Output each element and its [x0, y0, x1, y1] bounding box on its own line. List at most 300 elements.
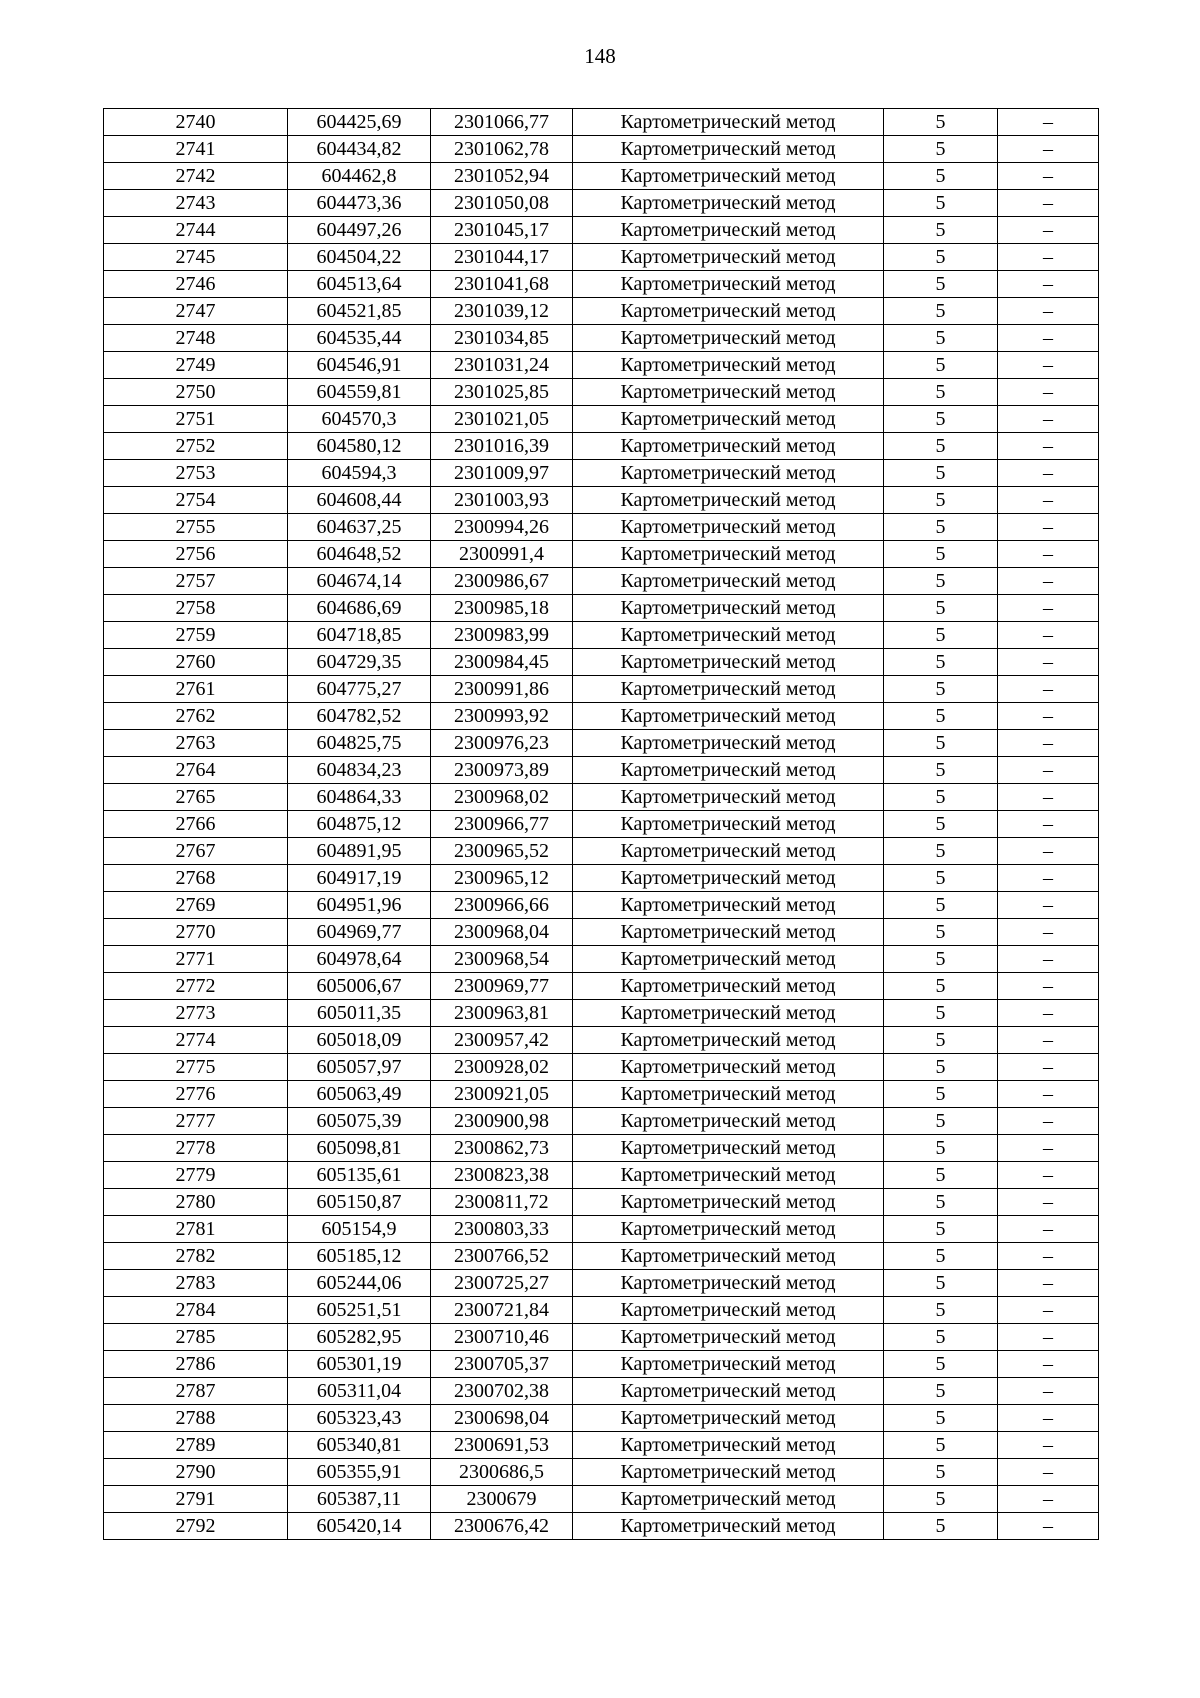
table-row [104, 217, 1099, 244]
accuracy-cell: 5 [884, 217, 998, 244]
note-cell: – [998, 1243, 1099, 1270]
point-number-cell: 2789 [104, 1432, 288, 1459]
note-cell: – [998, 1270, 1099, 1297]
table-row [104, 703, 1099, 730]
y-coordinate-cell: 2300966,66 [431, 892, 573, 919]
point-number-cell: 2773 [104, 1000, 288, 1027]
x-coordinate-cell: 604775,27 [288, 676, 431, 703]
accuracy-cell: 5 [884, 487, 998, 514]
note-cell: – [998, 1513, 1099, 1540]
page-number: 148 [584, 44, 616, 68]
y-coordinate-cell: 2301045,17 [431, 217, 573, 244]
note-cell: – [998, 730, 1099, 757]
accuracy-cell: 5 [884, 703, 998, 730]
note-cell: – [998, 163, 1099, 190]
y-coordinate-cell: 2300679 [431, 1486, 573, 1513]
note-cell: – [998, 1378, 1099, 1405]
y-coordinate-cell: 2301025,85 [431, 379, 573, 406]
method-cell: Картометрический метод [573, 1324, 884, 1351]
x-coordinate-cell: 605244,06 [288, 1270, 431, 1297]
table-row [104, 541, 1099, 568]
y-coordinate-cell: 2301031,24 [431, 352, 573, 379]
x-coordinate-cell: 604718,85 [288, 622, 431, 649]
note-cell: – [998, 1351, 1099, 1378]
x-coordinate-cell: 604825,75 [288, 730, 431, 757]
table-row [104, 1054, 1099, 1081]
method-cell: Картометрический метод [573, 1297, 884, 1324]
y-coordinate-cell: 2301003,93 [431, 487, 573, 514]
note-cell: – [998, 568, 1099, 595]
x-coordinate-cell: 604608,44 [288, 487, 431, 514]
note-cell: – [998, 271, 1099, 298]
x-coordinate-cell: 605340,81 [288, 1432, 431, 1459]
table-row [104, 1000, 1099, 1027]
table-row [104, 1270, 1099, 1297]
x-coordinate-cell: 604864,33 [288, 784, 431, 811]
y-coordinate-cell: 2300976,23 [431, 730, 573, 757]
y-coordinate-cell: 2300985,18 [431, 595, 573, 622]
note-cell: – [998, 1189, 1099, 1216]
x-coordinate-cell: 605098,81 [288, 1135, 431, 1162]
accuracy-cell: 5 [884, 784, 998, 811]
point-number-cell: 2760 [104, 649, 288, 676]
table-row [104, 325, 1099, 352]
table-row [104, 163, 1099, 190]
accuracy-cell: 5 [884, 1189, 998, 1216]
y-coordinate-cell: 2301041,68 [431, 271, 573, 298]
y-coordinate-cell: 2300957,42 [431, 1027, 573, 1054]
method-cell: Картометрический метод [573, 487, 884, 514]
point-number-cell: 2762 [104, 703, 288, 730]
accuracy-cell: 5 [884, 838, 998, 865]
y-coordinate-cell: 2300803,33 [431, 1216, 573, 1243]
table-row [104, 1243, 1099, 1270]
method-cell: Картометрический метод [573, 460, 884, 487]
method-cell: Картометрический метод [573, 163, 884, 190]
y-coordinate-cell: 2300725,27 [431, 1270, 573, 1297]
accuracy-cell: 5 [884, 1054, 998, 1081]
y-coordinate-cell: 2300676,42 [431, 1513, 573, 1540]
accuracy-cell: 5 [884, 460, 998, 487]
accuracy-cell: 5 [884, 757, 998, 784]
note-cell: – [998, 244, 1099, 271]
y-coordinate-cell: 2300991,4 [431, 541, 573, 568]
point-number-cell: 2748 [104, 325, 288, 352]
x-coordinate-cell: 604782,52 [288, 703, 431, 730]
method-cell: Картометрический метод [573, 595, 884, 622]
x-coordinate-cell: 605420,14 [288, 1513, 431, 1540]
table-row [104, 730, 1099, 757]
point-number-cell: 2781 [104, 1216, 288, 1243]
x-coordinate-cell: 604504,22 [288, 244, 431, 271]
x-coordinate-cell: 605251,51 [288, 1297, 431, 1324]
x-coordinate-cell: 604834,23 [288, 757, 431, 784]
point-number-cell: 2753 [104, 460, 288, 487]
table-row [104, 838, 1099, 865]
y-coordinate-cell: 2300993,92 [431, 703, 573, 730]
method-cell: Картометрический метод [573, 298, 884, 325]
x-coordinate-cell: 605018,09 [288, 1027, 431, 1054]
point-number-cell: 2741 [104, 136, 288, 163]
note-cell: – [998, 1054, 1099, 1081]
point-number-cell: 2778 [104, 1135, 288, 1162]
table-row [104, 406, 1099, 433]
y-coordinate-cell: 2300968,54 [431, 946, 573, 973]
x-coordinate-cell: 605006,67 [288, 973, 431, 1000]
x-coordinate-cell: 604546,91 [288, 352, 431, 379]
y-coordinate-cell: 2300969,77 [431, 973, 573, 1000]
note-cell: – [998, 514, 1099, 541]
point-number-cell: 2750 [104, 379, 288, 406]
x-coordinate-cell: 605063,49 [288, 1081, 431, 1108]
table-row [104, 676, 1099, 703]
coordinates-table [103, 108, 1099, 1540]
method-cell: Картометрический метод [573, 973, 884, 1000]
table-row [104, 1297, 1099, 1324]
note-cell: – [998, 757, 1099, 784]
note-cell: – [998, 973, 1099, 1000]
point-number-cell: 2784 [104, 1297, 288, 1324]
accuracy-cell: 5 [884, 649, 998, 676]
note-cell: – [998, 1324, 1099, 1351]
note-cell: – [998, 1216, 1099, 1243]
x-coordinate-cell: 604473,36 [288, 190, 431, 217]
x-coordinate-cell: 604969,77 [288, 919, 431, 946]
method-cell: Картометрический метод [573, 1108, 884, 1135]
x-coordinate-cell: 605135,61 [288, 1162, 431, 1189]
x-coordinate-cell: 604513,64 [288, 271, 431, 298]
x-coordinate-cell: 604594,3 [288, 460, 431, 487]
x-coordinate-cell: 604648,52 [288, 541, 431, 568]
table-row [104, 1216, 1099, 1243]
y-coordinate-cell: 2300862,73 [431, 1135, 573, 1162]
accuracy-cell: 5 [884, 190, 998, 217]
point-number-cell: 2776 [104, 1081, 288, 1108]
x-coordinate-cell: 604686,69 [288, 595, 431, 622]
x-coordinate-cell: 604637,25 [288, 514, 431, 541]
method-cell: Картометрический метод [573, 1513, 884, 1540]
table-row [104, 1135, 1099, 1162]
point-number-cell: 2747 [104, 298, 288, 325]
y-coordinate-cell: 2301021,05 [431, 406, 573, 433]
point-number-cell: 2740 [104, 109, 288, 136]
method-cell: Картометрический метод [573, 892, 884, 919]
method-cell: Картометрический метод [573, 919, 884, 946]
point-number-cell: 2765 [104, 784, 288, 811]
method-cell: Картометрический метод [573, 244, 884, 271]
accuracy-cell: 5 [884, 163, 998, 190]
method-cell: Картометрический метод [573, 784, 884, 811]
accuracy-cell: 5 [884, 352, 998, 379]
note-cell: – [998, 1405, 1099, 1432]
note-cell: – [998, 1459, 1099, 1486]
table-row [104, 757, 1099, 784]
accuracy-cell: 5 [884, 1243, 998, 1270]
table-row [104, 298, 1099, 325]
note-cell: – [998, 649, 1099, 676]
y-coordinate-cell: 2300984,45 [431, 649, 573, 676]
table-row [104, 568, 1099, 595]
accuracy-cell: 5 [884, 946, 998, 973]
method-cell: Картометрический метод [573, 622, 884, 649]
point-number-cell: 2744 [104, 217, 288, 244]
y-coordinate-cell: 2301016,39 [431, 433, 573, 460]
y-coordinate-cell: 2300702,38 [431, 1378, 573, 1405]
x-coordinate-cell: 605150,87 [288, 1189, 431, 1216]
point-number-cell: 2763 [104, 730, 288, 757]
accuracy-cell: 5 [884, 730, 998, 757]
method-cell: Картометрический метод [573, 1189, 884, 1216]
method-cell: Картометрический метод [573, 703, 884, 730]
x-coordinate-cell: 604462,8 [288, 163, 431, 190]
table-row [104, 1513, 1099, 1540]
x-coordinate-cell: 604521,85 [288, 298, 431, 325]
table-row [104, 352, 1099, 379]
table-row [104, 136, 1099, 163]
method-cell: Картометрический метод [573, 136, 884, 163]
table-row [104, 1189, 1099, 1216]
point-number-cell: 2754 [104, 487, 288, 514]
y-coordinate-cell: 2300983,99 [431, 622, 573, 649]
table-row [104, 1162, 1099, 1189]
method-cell: Картометрический метод [573, 325, 884, 352]
note-cell: – [998, 946, 1099, 973]
accuracy-cell: 5 [884, 1297, 998, 1324]
x-coordinate-cell: 605011,35 [288, 1000, 431, 1027]
y-coordinate-cell: 2301034,85 [431, 325, 573, 352]
y-coordinate-cell: 2300766,52 [431, 1243, 573, 1270]
table-row [104, 649, 1099, 676]
table-row [104, 865, 1099, 892]
note-cell: – [998, 541, 1099, 568]
accuracy-cell: 5 [884, 325, 998, 352]
point-number-cell: 2780 [104, 1189, 288, 1216]
accuracy-cell: 5 [884, 1324, 998, 1351]
point-number-cell: 2751 [104, 406, 288, 433]
table-row [104, 1027, 1099, 1054]
y-coordinate-cell: 2300968,04 [431, 919, 573, 946]
method-cell: Картометрический метод [573, 946, 884, 973]
y-coordinate-cell: 2300823,38 [431, 1162, 573, 1189]
table-row [104, 190, 1099, 217]
note-cell: – [998, 406, 1099, 433]
note-cell: – [998, 784, 1099, 811]
x-coordinate-cell: 605185,12 [288, 1243, 431, 1270]
table-row [104, 919, 1099, 946]
accuracy-cell: 5 [884, 919, 998, 946]
method-cell: Картометрический метод [573, 1027, 884, 1054]
y-coordinate-cell: 2300973,89 [431, 757, 573, 784]
x-coordinate-cell: 604559,81 [288, 379, 431, 406]
point-number-cell: 2772 [104, 973, 288, 1000]
y-coordinate-cell: 2300691,53 [431, 1432, 573, 1459]
accuracy-cell: 5 [884, 1486, 998, 1513]
method-cell: Картометрический метод [573, 1351, 884, 1378]
table-row [104, 514, 1099, 541]
y-coordinate-cell: 2301039,12 [431, 298, 573, 325]
y-coordinate-cell: 2301044,17 [431, 244, 573, 271]
note-cell: – [998, 622, 1099, 649]
method-cell: Картометрический метод [573, 865, 884, 892]
note-cell: – [998, 460, 1099, 487]
note-cell: – [998, 1432, 1099, 1459]
point-number-cell: 2752 [104, 433, 288, 460]
point-number-cell: 2792 [104, 1513, 288, 1540]
accuracy-cell: 5 [884, 1459, 998, 1486]
method-cell: Картометрический метод [573, 379, 884, 406]
note-cell: – [998, 676, 1099, 703]
method-cell: Картометрический метод [573, 1162, 884, 1189]
table-row [104, 433, 1099, 460]
accuracy-cell: 5 [884, 1378, 998, 1405]
y-coordinate-cell: 2300928,02 [431, 1054, 573, 1081]
x-coordinate-cell: 604917,19 [288, 865, 431, 892]
x-coordinate-cell: 604729,35 [288, 649, 431, 676]
y-coordinate-cell: 2300900,98 [431, 1108, 573, 1135]
x-coordinate-cell: 604875,12 [288, 811, 431, 838]
x-coordinate-cell: 604425,69 [288, 109, 431, 136]
accuracy-cell: 5 [884, 1135, 998, 1162]
table-row [104, 811, 1099, 838]
accuracy-cell: 5 [884, 595, 998, 622]
x-coordinate-cell: 605387,11 [288, 1486, 431, 1513]
method-cell: Картометрический метод [573, 217, 884, 244]
accuracy-cell: 5 [884, 433, 998, 460]
y-coordinate-cell: 2300811,72 [431, 1189, 573, 1216]
x-coordinate-cell: 604891,95 [288, 838, 431, 865]
x-coordinate-cell: 604951,96 [288, 892, 431, 919]
x-coordinate-cell: 605075,39 [288, 1108, 431, 1135]
accuracy-cell: 5 [884, 811, 998, 838]
point-number-cell: 2755 [104, 514, 288, 541]
method-cell: Картометрический метод [573, 1459, 884, 1486]
point-number-cell: 2770 [104, 919, 288, 946]
method-cell: Картометрический метод [573, 406, 884, 433]
note-cell: – [998, 703, 1099, 730]
x-coordinate-cell: 605301,19 [288, 1351, 431, 1378]
accuracy-cell: 5 [884, 865, 998, 892]
accuracy-cell: 5 [884, 568, 998, 595]
accuracy-cell: 5 [884, 244, 998, 271]
table-row [104, 1108, 1099, 1135]
x-coordinate-cell: 604978,64 [288, 946, 431, 973]
note-cell: – [998, 136, 1099, 163]
method-cell: Картометрический метод [573, 568, 884, 595]
point-number-cell: 2787 [104, 1378, 288, 1405]
y-coordinate-cell: 2300986,67 [431, 568, 573, 595]
point-number-cell: 2756 [104, 541, 288, 568]
table-row [104, 973, 1099, 1000]
accuracy-cell: 5 [884, 1081, 998, 1108]
method-cell: Картометрический метод [573, 352, 884, 379]
method-cell: Картометрический метод [573, 541, 884, 568]
table-row [104, 784, 1099, 811]
method-cell: Картометрический метод [573, 1135, 884, 1162]
method-cell: Картометрический метод [573, 190, 884, 217]
note-cell: – [998, 892, 1099, 919]
accuracy-cell: 5 [884, 1108, 998, 1135]
y-coordinate-cell: 2300991,86 [431, 676, 573, 703]
table-row [104, 379, 1099, 406]
method-cell: Картометрический метод [573, 676, 884, 703]
method-cell: Картометрический метод [573, 1243, 884, 1270]
point-number-cell: 2767 [104, 838, 288, 865]
method-cell: Картометрический метод [573, 1081, 884, 1108]
accuracy-cell: 5 [884, 298, 998, 325]
accuracy-cell: 5 [884, 1216, 998, 1243]
y-coordinate-cell: 2300686,5 [431, 1459, 573, 1486]
note-cell: – [998, 1135, 1099, 1162]
point-number-cell: 2746 [104, 271, 288, 298]
x-coordinate-cell: 605282,95 [288, 1324, 431, 1351]
table-row [104, 1459, 1099, 1486]
x-coordinate-cell: 604674,14 [288, 568, 431, 595]
y-coordinate-cell: 2300965,12 [431, 865, 573, 892]
method-cell: Картометрический метод [573, 1405, 884, 1432]
note-cell: – [998, 1297, 1099, 1324]
x-coordinate-cell: 604580,12 [288, 433, 431, 460]
method-cell: Картометрический метод [573, 1270, 884, 1297]
y-coordinate-cell: 2300994,26 [431, 514, 573, 541]
method-cell: Картометрический метод [573, 1486, 884, 1513]
method-cell: Картометрический метод [573, 1432, 884, 1459]
x-coordinate-cell: 604497,26 [288, 217, 431, 244]
table-row [104, 271, 1099, 298]
point-number-cell: 2764 [104, 757, 288, 784]
table-row [104, 892, 1099, 919]
method-cell: Картометрический метод [573, 811, 884, 838]
point-number-cell: 2782 [104, 1243, 288, 1270]
y-coordinate-cell: 2300721,84 [431, 1297, 573, 1324]
accuracy-cell: 5 [884, 271, 998, 298]
table-row [104, 622, 1099, 649]
accuracy-cell: 5 [884, 406, 998, 433]
point-number-cell: 2768 [104, 865, 288, 892]
method-cell: Картометрический метод [573, 1000, 884, 1027]
point-number-cell: 2775 [104, 1054, 288, 1081]
note-cell: – [998, 1081, 1099, 1108]
table-row [104, 1432, 1099, 1459]
y-coordinate-cell: 2300965,52 [431, 838, 573, 865]
point-number-cell: 2783 [104, 1270, 288, 1297]
point-number-cell: 2749 [104, 352, 288, 379]
table-body [104, 109, 1099, 1540]
note-cell: – [998, 1027, 1099, 1054]
y-coordinate-cell: 2300966,77 [431, 811, 573, 838]
y-coordinate-cell: 2301050,08 [431, 190, 573, 217]
method-cell: Картометрический метод [573, 271, 884, 298]
accuracy-cell: 5 [884, 622, 998, 649]
table-row [104, 1405, 1099, 1432]
x-coordinate-cell: 605057,97 [288, 1054, 431, 1081]
note-cell: – [998, 217, 1099, 244]
note-cell: – [998, 595, 1099, 622]
note-cell: – [998, 325, 1099, 352]
note-cell: – [998, 1108, 1099, 1135]
point-number-cell: 2759 [104, 622, 288, 649]
note-cell: – [998, 811, 1099, 838]
table-row [104, 487, 1099, 514]
point-number-cell: 2758 [104, 595, 288, 622]
y-coordinate-cell: 2301062,78 [431, 136, 573, 163]
table-row [104, 1486, 1099, 1513]
table-row [104, 1081, 1099, 1108]
table-row [104, 460, 1099, 487]
x-coordinate-cell: 605154,9 [288, 1216, 431, 1243]
point-number-cell: 2769 [104, 892, 288, 919]
point-number-cell: 2757 [104, 568, 288, 595]
table-row [104, 595, 1099, 622]
